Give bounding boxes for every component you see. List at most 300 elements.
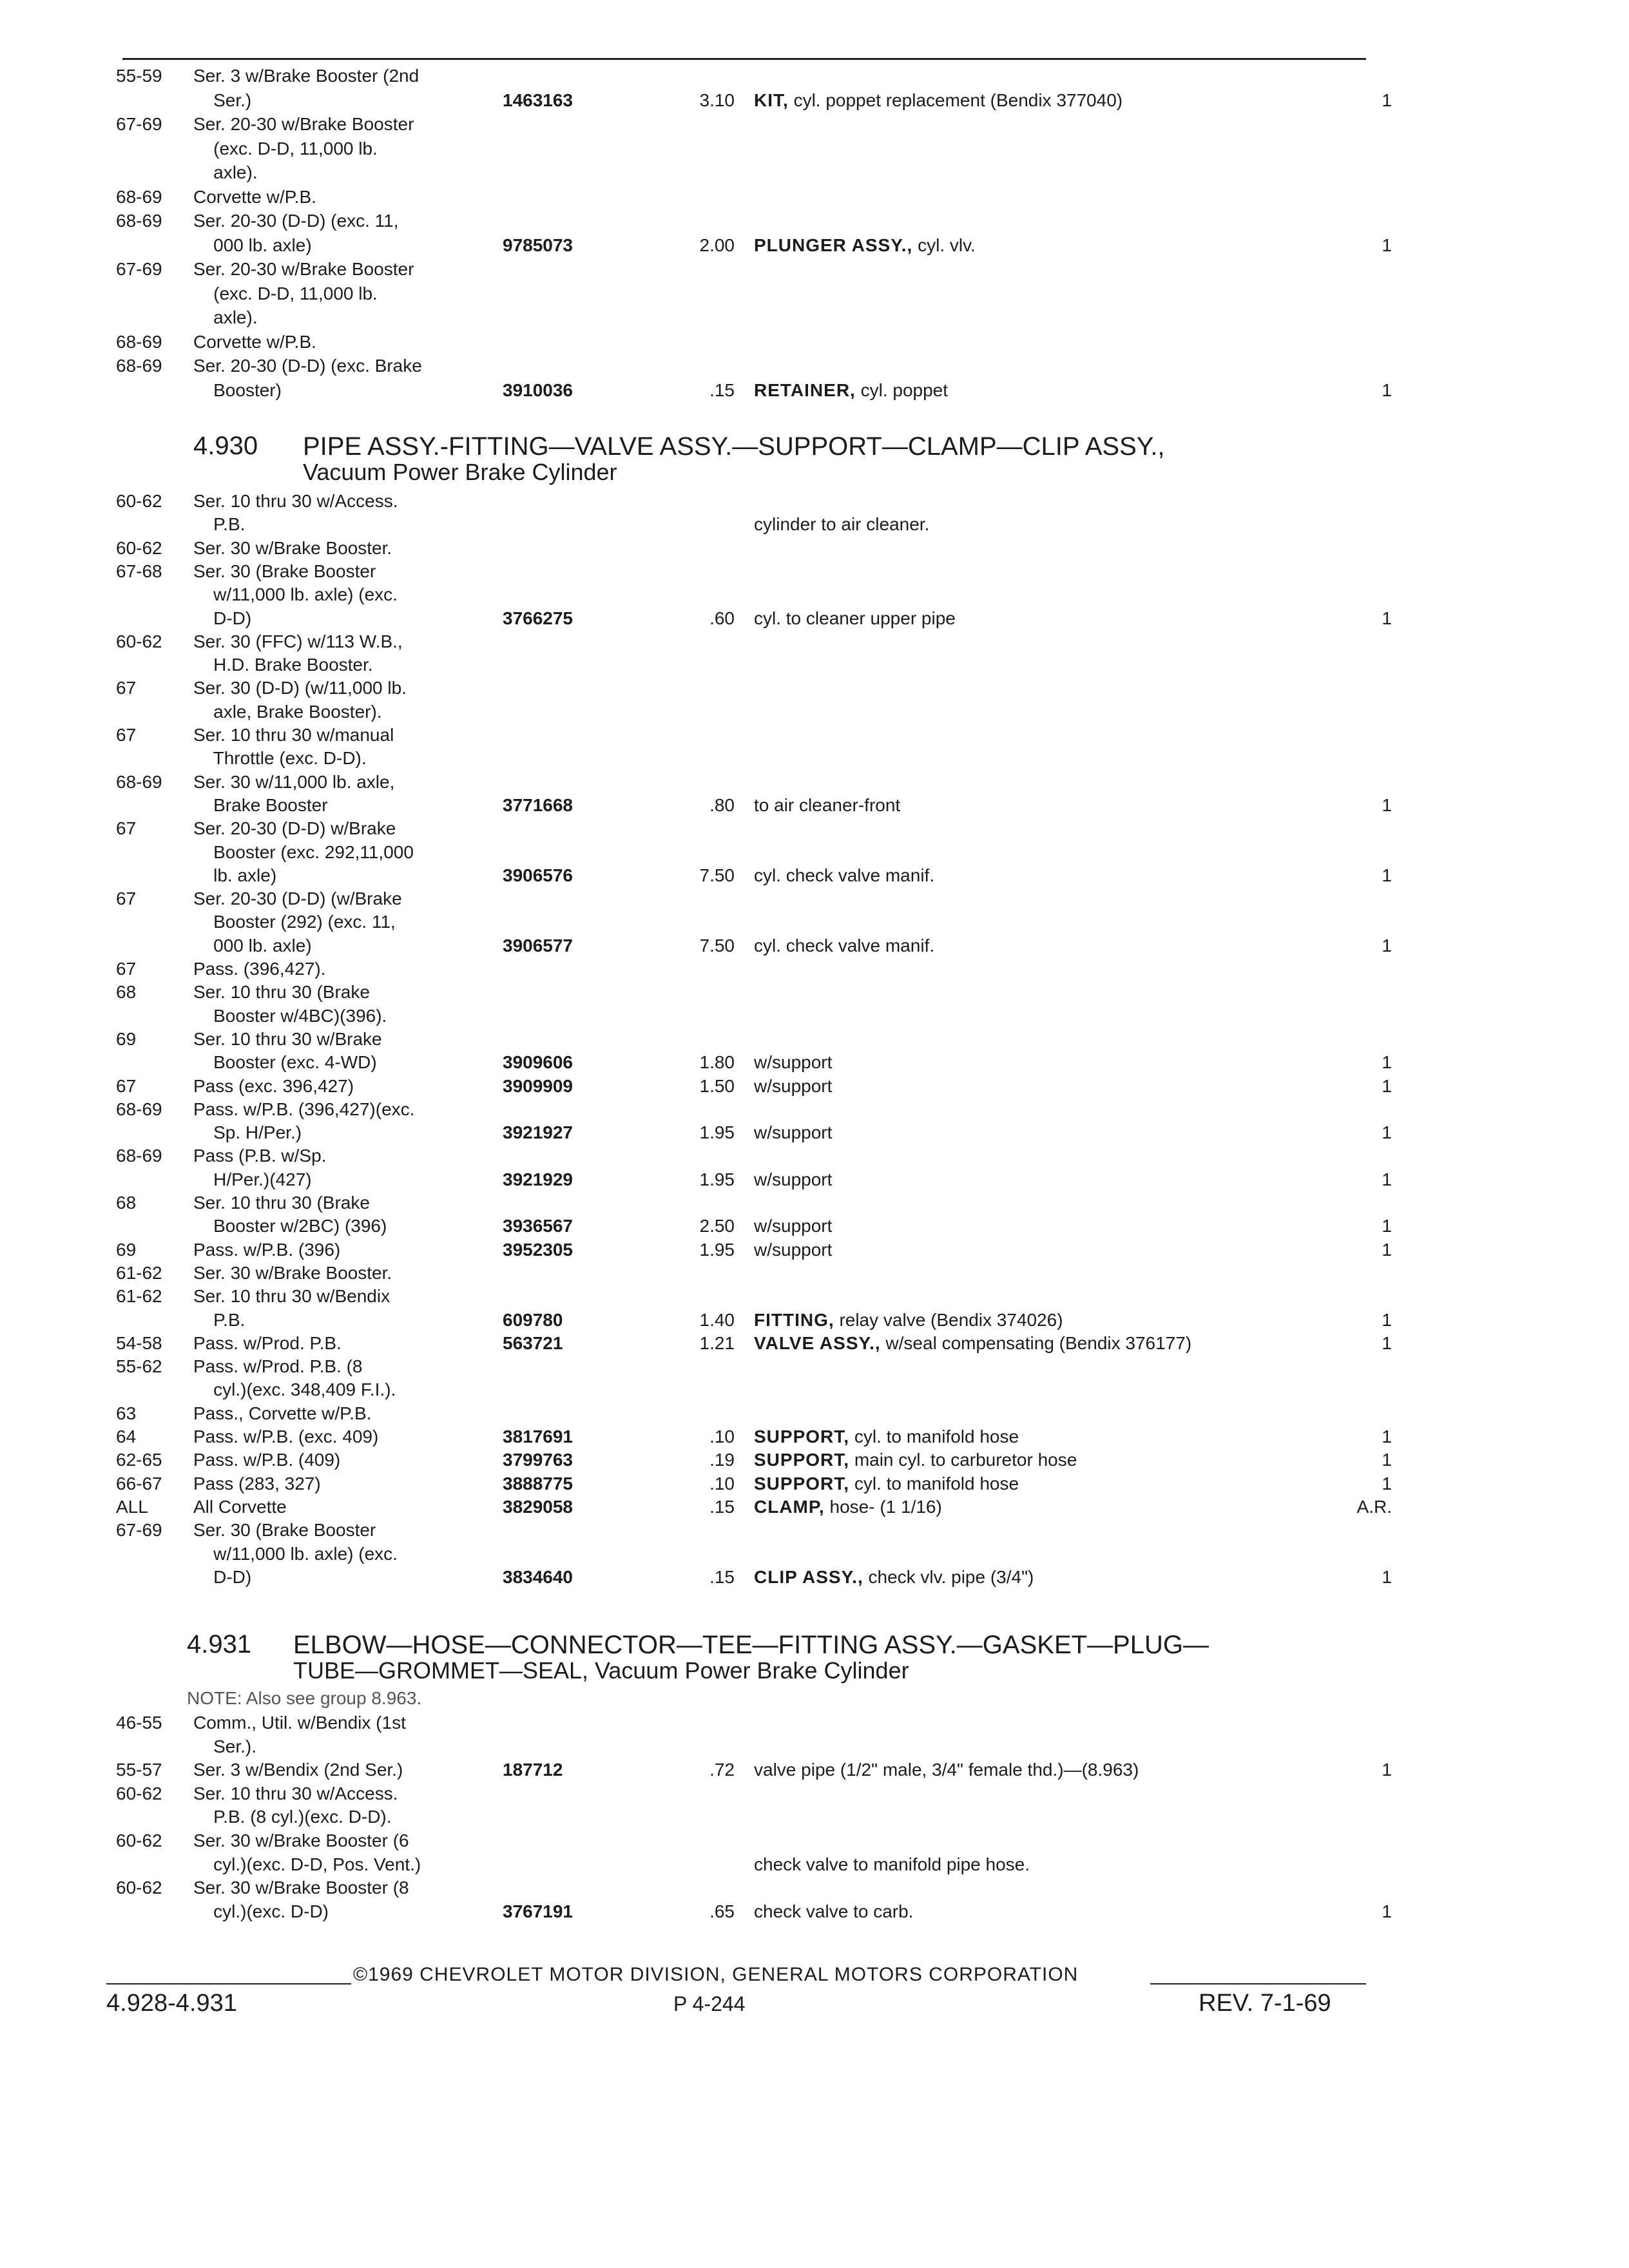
table-row — [0, 700, 1629, 726]
application: Ser. 10 thru 30 w/Access. — [193, 491, 398, 511]
quantity: A.R. — [1356, 1496, 1392, 1517]
application: axle, Brake Booster). — [193, 701, 382, 722]
year-range: 69 — [116, 1239, 137, 1260]
price: .10 — [709, 1427, 735, 1446]
table-row — [0, 306, 1629, 332]
year-range: 67-69 — [116, 259, 162, 279]
year-range: 68-69 — [116, 1099, 162, 1119]
copyright-line: ©1969 CHEVROLET MOTOR DIVISION, GENERAL MOTORS CORPORATION — [353, 1964, 1079, 1985]
table-row — [0, 1285, 1629, 1311]
part-number: 9785073 — [503, 235, 574, 255]
table-row — [0, 354, 1629, 380]
application: Ser. 10 thru 30 w/Access. — [193, 1783, 398, 1803]
application: Pass. w/Prod. P.B. (8 — [193, 1356, 363, 1377]
quantity: 1 — [1382, 1760, 1392, 1780]
application: Ser. 10 thru 30 w/manual — [193, 725, 394, 745]
table-row — [0, 1472, 1629, 1498]
table-row — [0, 234, 1629, 260]
quantity: 1 — [1382, 1216, 1392, 1236]
application: Ser. 10 thru 30 w/Brake — [193, 1028, 382, 1049]
description — [754, 1332, 1347, 1355]
year-range: 68-69 — [116, 356, 162, 376]
table-row — [0, 282, 1629, 308]
table-row — [0, 1191, 1629, 1217]
section-number: 4.930 — [193, 432, 258, 460]
description — [754, 1051, 1347, 1074]
table-row — [0, 981, 1629, 1006]
application: Ser. 20-30 (D-D) (exc. Brake — [193, 356, 422, 376]
table-row — [0, 841, 1629, 867]
year-range: 66-67 — [116, 1473, 162, 1494]
price: 1.40 — [699, 1309, 735, 1330]
description-text: cyl. check valve manif. — [754, 935, 935, 956]
description — [754, 1238, 1347, 1262]
quantity: 1 — [1382, 90, 1392, 110]
table-row — [0, 630, 1629, 656]
application: Booster w/2BC) (396) — [193, 1216, 387, 1236]
description — [754, 1472, 1347, 1495]
table-row — [0, 113, 1629, 139]
table-row — [0, 560, 1629, 586]
year-range: 60-62 — [116, 1783, 162, 1803]
application: Ser. 30 w/Brake Booster (6 — [193, 1831, 409, 1850]
application: Throttle (exc. D-D). — [193, 748, 367, 769]
application: Ser. 20-30 w/Brake Booster — [193, 259, 414, 279]
price: 1.95 — [699, 1239, 735, 1260]
application: cyl.)(exc. 348,409 F.I.). — [193, 1379, 396, 1400]
application: Ser. 30 (Brake Booster — [193, 561, 376, 581]
application: Booster w/4BC)(396). — [193, 1005, 387, 1026]
application: Ser. 30 w/Brake Booster. — [193, 537, 392, 558]
description-text: to air cleaner-front — [754, 794, 901, 815]
year-range: 68-69 — [116, 771, 162, 792]
description — [754, 379, 1347, 402]
year-range: ALL — [116, 1496, 148, 1517]
description-text: check valve to manifold pipe hose. — [754, 1854, 1030, 1874]
year-range: 60-62 — [116, 1831, 162, 1850]
application: w/11,000 lb. axle) (exc. — [193, 1543, 398, 1564]
application: D-D) — [193, 608, 252, 628]
description-text: relay valve (Bendix 374026) — [839, 1309, 1063, 1330]
description-text: w/support — [754, 1075, 833, 1096]
quantity: 1 — [1382, 1332, 1392, 1353]
description-text: cyl. vlv. — [918, 235, 976, 255]
description-text: valve pipe (1/2" male, 3/4" female thd.)—(8.963) — [754, 1760, 1139, 1780]
part-name: CLAMP, — [754, 1496, 825, 1517]
year-range: 68 — [116, 1193, 137, 1213]
year-range: 63 — [116, 1403, 137, 1423]
description-text: w/support — [754, 1122, 833, 1143]
quantity: 1 — [1382, 1239, 1392, 1260]
application: Brake Booster — [193, 794, 328, 815]
application: Ser. 10 thru 30 (Brake — [193, 1193, 370, 1213]
section-title-line-1: PIPE ASSY.-FITTING—VALVE ASSY.—SUPPORT—CLAMP—CLIP ASSY., — [303, 432, 1165, 461]
footer-rule-right — [1150, 1983, 1366, 1984]
description-text: cyl. poppet replacement (Bendix 377040) — [793, 90, 1123, 110]
table-row — [0, 887, 1629, 913]
description — [754, 934, 1347, 957]
price: 1.80 — [699, 1052, 735, 1073]
table-row — [0, 817, 1629, 843]
part-number: 3771668 — [503, 794, 574, 815]
application: Pass (283, 327) — [193, 1473, 321, 1494]
part-number: 3834640 — [503, 1566, 574, 1587]
application: Booster) — [193, 380, 282, 400]
table-row — [0, 1028, 1629, 1053]
quantity: 1 — [1382, 865, 1392, 885]
price: .65 — [709, 1901, 735, 1921]
section-note: NOTE: Also see group 8.963. — [187, 1688, 422, 1708]
part-number: 3909909 — [503, 1075, 574, 1096]
table-row — [0, 537, 1629, 562]
price: .19 — [709, 1450, 735, 1470]
table-row — [0, 1519, 1629, 1544]
application: Ser. 20-30 (D-D) (exc. 11, — [193, 211, 399, 231]
application: Ser. 3 w/Bendix (2nd Ser.) — [193, 1760, 403, 1780]
description — [754, 864, 1347, 887]
year-range: 67-68 — [116, 561, 162, 581]
price: 2.00 — [699, 235, 735, 255]
part-name: VALVE ASSY., — [754, 1332, 881, 1353]
description — [754, 1758, 1347, 1782]
application: Pass. w/Prod. P.B. — [193, 1332, 342, 1353]
description — [754, 1075, 1347, 1098]
table-row — [0, 64, 1629, 90]
application: w/11,000 lb. axle) (exc. — [193, 584, 398, 605]
part-number: 1463163 — [503, 90, 574, 110]
part-name: KIT, — [754, 90, 789, 110]
table-row — [0, 1378, 1629, 1404]
table-row — [0, 1075, 1629, 1100]
table-row — [0, 1238, 1629, 1264]
quantity: 1 — [1382, 1450, 1392, 1470]
part-name: SUPPORT, — [754, 1427, 850, 1446]
price: .72 — [709, 1760, 735, 1780]
table-row — [0, 1876, 1629, 1902]
table-row — [0, 1900, 1629, 1926]
application: Pass (P.B. w/Sp. — [193, 1146, 327, 1166]
price: 1.95 — [699, 1169, 735, 1189]
table-row — [0, 1121, 1629, 1147]
application: Ser. 30 (FFC) w/113 W.B., — [193, 631, 403, 651]
application: Ser. 20-30 w/Brake Booster — [193, 114, 414, 134]
table-row — [0, 1853, 1629, 1879]
part-number: 3910036 — [503, 380, 574, 400]
part-number: 3906576 — [503, 865, 574, 885]
year-range: 67 — [116, 889, 137, 909]
quantity: 1 — [1382, 935, 1392, 956]
price: 1.95 — [699, 1122, 735, 1143]
application: H.D. Brake Booster. — [193, 655, 373, 675]
application: Pass (exc. 396,427) — [193, 1075, 354, 1096]
application: Corvette w/P.B. — [193, 331, 316, 352]
footer-rule-left — [106, 1983, 351, 1984]
part-name: PLUNGER ASSY., — [754, 235, 913, 255]
price: 7.50 — [699, 935, 735, 956]
application: Ser. 30 (D-D) (w/11,000 lb. — [193, 678, 407, 698]
table-row — [0, 1425, 1629, 1451]
price: .10 — [709, 1473, 735, 1494]
quantity: 1 — [1382, 1427, 1392, 1446]
part-number: 3767191 — [503, 1901, 574, 1921]
quantity: 1 — [1382, 1309, 1392, 1330]
application: axle). — [193, 162, 258, 182]
description-text: cyl. to manifold hose — [854, 1473, 1019, 1494]
description-text: w/seal compensating (Bendix 376177) — [885, 1332, 1192, 1353]
description — [754, 1425, 1347, 1448]
description — [754, 1215, 1347, 1238]
table-row — [0, 331, 1629, 356]
table-row — [0, 209, 1629, 235]
application: Ser. 30 w/Brake Booster (8 — [193, 1878, 409, 1898]
part-name: SUPPORT, — [754, 1450, 850, 1470]
application: Pass. w/P.B. (396,427)(exc. — [193, 1099, 415, 1119]
price: 2.50 — [699, 1216, 735, 1236]
section-title-line-2: TUBE—GROMMET—SEAL, Vacuum Power Brake Cylinder — [293, 1657, 909, 1684]
description-text: w/support — [754, 1216, 833, 1236]
application: lb. axle) — [193, 865, 277, 885]
table-row — [0, 1829, 1629, 1855]
year-range: 60-62 — [116, 1878, 162, 1898]
table-row — [0, 771, 1629, 796]
table-row — [0, 1168, 1629, 1194]
description — [754, 607, 1347, 630]
part-number: 3952305 — [503, 1239, 574, 1260]
price: 7.50 — [699, 865, 735, 885]
description — [754, 1121, 1347, 1144]
quantity: 1 — [1382, 794, 1392, 815]
section-title-line-2: Vacuum Power Brake Cylinder — [303, 459, 617, 485]
description — [754, 1309, 1347, 1332]
application: Pass. (396,427). — [193, 959, 326, 979]
description-text: cyl. to cleaner upper pipe — [754, 608, 956, 628]
application: Ser. 30 w/Brake Booster. — [193, 1262, 392, 1283]
price: .15 — [709, 1566, 735, 1587]
year-range: 68 — [116, 982, 137, 1003]
group-range: 4.928-4.931 — [106, 1990, 237, 2017]
quantity: 1 — [1382, 1122, 1392, 1143]
application: 000 lb. axle) — [193, 935, 312, 956]
application: Ser. 30 w/11,000 lb. axle, — [193, 771, 395, 792]
application: Ser. 3 w/Brake Booster (2nd — [193, 66, 419, 86]
quantity: 1 — [1382, 235, 1392, 255]
description — [754, 1168, 1347, 1191]
table-row — [0, 747, 1629, 773]
price: 1.50 — [699, 1075, 735, 1096]
year-range: 55-62 — [116, 1356, 162, 1377]
table-row — [0, 934, 1629, 960]
table-row — [0, 957, 1629, 983]
description — [754, 234, 1347, 257]
price: 1.21 — [699, 1332, 735, 1353]
description-text: cylinder to air cleaner. — [754, 514, 930, 535]
application: Ser.) — [193, 90, 252, 110]
part-number: 3909606 — [503, 1052, 574, 1073]
table-row — [0, 137, 1629, 163]
table-row — [0, 1735, 1629, 1761]
year-range: 68-69 — [116, 331, 162, 352]
description — [754, 794, 1347, 817]
year-range: 67 — [116, 725, 137, 745]
year-range: 61-62 — [116, 1262, 162, 1283]
table-row — [0, 910, 1629, 936]
year-range: 55-57 — [116, 1760, 162, 1780]
table-row — [0, 513, 1629, 539]
application: P.B. — [193, 1309, 246, 1330]
description — [754, 513, 1347, 536]
year-range: 67 — [116, 959, 137, 979]
year-range: 60-62 — [116, 491, 162, 511]
part-number: 563721 — [503, 1332, 563, 1353]
application: Comm., Util. w/Bendix (1st — [193, 1713, 406, 1733]
table-row — [0, 1448, 1629, 1474]
description — [754, 1853, 1347, 1876]
table-row — [0, 1332, 1629, 1358]
table-row — [0, 1098, 1629, 1124]
application: P.B. — [193, 514, 246, 535]
application: Pass. w/P.B. (396) — [193, 1239, 341, 1260]
quantity: 1 — [1382, 1075, 1392, 1096]
year-range: 68-69 — [116, 1146, 162, 1166]
application: All Corvette — [193, 1496, 287, 1517]
part-number: 3936567 — [503, 1216, 574, 1236]
description-text: hose- (1 1/16) — [829, 1496, 942, 1517]
application: H/Per.)(427) — [193, 1169, 312, 1189]
part-number: 609780 — [503, 1309, 563, 1330]
application: Pass. w/P.B. (exc. 409) — [193, 1427, 379, 1446]
application: D-D) — [193, 1566, 252, 1587]
table-row — [0, 864, 1629, 890]
year-range: 61-62 — [116, 1286, 162, 1307]
part-number: 3921927 — [503, 1122, 574, 1143]
application: (exc. D-D, 11,000 lb. — [193, 283, 378, 303]
description-text: w/support — [754, 1052, 833, 1073]
description-text: w/support — [754, 1239, 833, 1260]
quantity: 1 — [1382, 1473, 1392, 1494]
table-row — [0, 1051, 1629, 1077]
year-range: 55-59 — [116, 66, 162, 86]
year-range: 62-65 — [116, 1450, 162, 1470]
price: 3.10 — [699, 90, 735, 110]
description-text: check vlv. pipe (3/4") — [868, 1566, 1034, 1587]
description-text: cyl. to manifold hose — [854, 1427, 1019, 1446]
application: cyl.)(exc. D-D, Pos. Vent.) — [193, 1854, 421, 1874]
part-number: 3906577 — [503, 935, 574, 956]
table-row — [0, 1542, 1629, 1568]
description — [754, 1448, 1347, 1472]
application: cyl.)(exc. D-D) — [193, 1901, 329, 1921]
application: (exc. D-D, 11,000 lb. — [193, 138, 378, 159]
year-range: 68-69 — [116, 211, 162, 231]
table-row — [0, 379, 1629, 405]
price: .60 — [709, 608, 735, 628]
table-row — [0, 677, 1629, 702]
part-name: CLIP ASSY., — [754, 1566, 863, 1587]
application: Pass., Corvette w/P.B. — [193, 1403, 372, 1423]
application: Ser. 10 thru 30 (Brake — [193, 982, 370, 1003]
description-text: check valve to carb. — [754, 1901, 914, 1921]
application: axle). — [193, 307, 258, 327]
top-rule — [122, 58, 1366, 60]
year-range: 67 — [116, 678, 137, 698]
application: Sp. H/Per.) — [193, 1122, 302, 1143]
application: 000 lb. axle) — [193, 235, 312, 255]
description-text: cyl. check valve manif. — [754, 865, 935, 885]
application: Ser. 30 (Brake Booster — [193, 1520, 376, 1541]
quantity: 1 — [1382, 1566, 1392, 1587]
application: Ser. 10 thru 30 w/Bendix — [193, 1286, 390, 1307]
year-range: 68-69 — [116, 186, 162, 207]
price: .80 — [709, 794, 735, 815]
page-number: P 4-244 — [673, 1992, 746, 2015]
part-number: 3817691 — [503, 1427, 574, 1446]
year-range: 60-62 — [116, 631, 162, 651]
table-row — [0, 1215, 1629, 1240]
year-range: 60-62 — [116, 537, 162, 558]
application: Corvette w/P.B. — [193, 186, 316, 207]
revision-date: REV. 7-1-69 — [1199, 1990, 1331, 2017]
table-row — [0, 1004, 1629, 1030]
part-number: 187712 — [503, 1760, 563, 1780]
table-row — [0, 89, 1629, 115]
description-text: cyl. poppet — [860, 380, 949, 400]
table-row — [0, 161, 1629, 187]
year-range: 69 — [116, 1028, 137, 1049]
table-row — [0, 1758, 1629, 1784]
part-number: 3888775 — [503, 1473, 574, 1494]
year-range: 67 — [116, 818, 137, 839]
year-range: 54-58 — [116, 1332, 162, 1353]
part-number: 3921929 — [503, 1169, 574, 1189]
quantity: 1 — [1382, 1901, 1392, 1921]
application: Booster (292) (exc. 11, — [193, 912, 396, 932]
quantity: 1 — [1382, 1052, 1392, 1073]
application: Ser. 20-30 (D-D) w/Brake — [193, 818, 396, 839]
table-row — [0, 1805, 1629, 1831]
section-number: 4.931 — [187, 1630, 252, 1658]
table-row — [0, 186, 1629, 211]
application: Booster (exc. 292,11,000 — [193, 841, 414, 862]
quantity: 1 — [1382, 1169, 1392, 1189]
application: Booster (exc. 4-WD) — [193, 1052, 377, 1073]
description — [754, 1495, 1347, 1519]
year-range: 64 — [116, 1427, 137, 1446]
table-row — [0, 1495, 1629, 1521]
application: Ser.). — [193, 1736, 257, 1756]
application: P.B. (8 cyl.)(exc. D-D). — [193, 1807, 392, 1827]
table-row — [0, 1402, 1629, 1428]
description — [754, 89, 1347, 112]
table-row — [0, 583, 1629, 609]
table-row — [0, 490, 1629, 515]
table-row — [0, 1144, 1629, 1170]
description-text: main cyl. to carburetor hose — [854, 1450, 1077, 1470]
quantity: 1 — [1382, 380, 1392, 400]
part-number: 3766275 — [503, 608, 574, 628]
table-row — [0, 258, 1629, 284]
price: .15 — [709, 380, 735, 400]
quantity: 1 — [1382, 608, 1392, 628]
table-row — [0, 1566, 1629, 1591]
table-row — [0, 653, 1629, 679]
table-row — [0, 1309, 1629, 1334]
description — [754, 1566, 1347, 1589]
table-row — [0, 607, 1629, 633]
part-name: FITTING, — [754, 1309, 834, 1330]
table-row — [0, 1782, 1629, 1808]
table-row — [0, 1262, 1629, 1287]
year-range: 67-69 — [116, 114, 162, 134]
